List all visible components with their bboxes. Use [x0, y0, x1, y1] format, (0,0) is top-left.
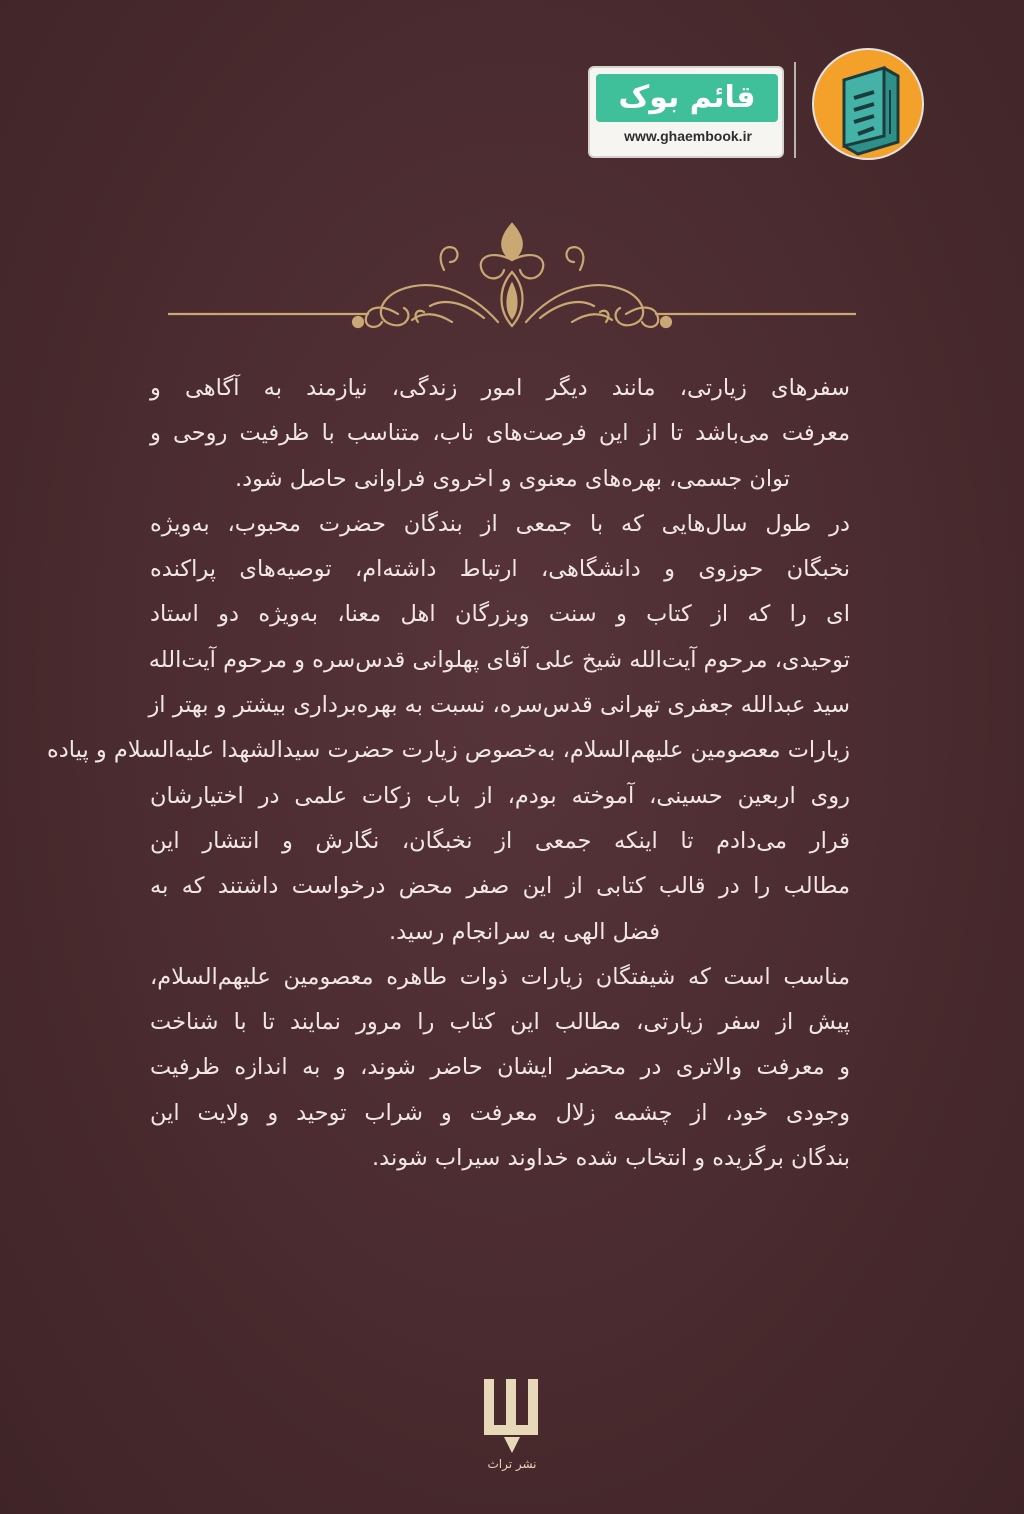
text-line-18: بندگان برگزیده و انتخاب شده خداوند سیراب شوند.	[372, 1145, 850, 1172]
text-line-9: زیارات معصومین علیهم‌السلام، به‌خصوص زیارت حضرت سیدالشهدا علیه‌السلام و پیاده	[47, 737, 850, 764]
badge-divider	[794, 62, 796, 158]
book-logo-icon	[812, 48, 924, 160]
text-line-7: توحیدی، مرحوم آیت‌الله شیخ علی آقای پهلوانی قدس‌سره و مرحوم آیت‌الله	[148, 646, 850, 673]
text-line-12: مطالب را در قالب کتابی از این صفر محض درخواست داشتند که به	[150, 873, 850, 900]
text-line-1: سفرهای زیارتی، مانند دیگر امور زندگی، نیازمند به آگاهی و	[150, 375, 850, 401]
description-text	[47, 366, 850, 1181]
text-line-17: وجودی خود، از چشمه زلال معرفت و شراب توحید و ولایت این	[150, 1099, 850, 1126]
floral-ornament-icon	[168, 218, 856, 338]
brand-box	[588, 66, 784, 158]
text-line-6: ای را که از کتاب و سنت وبزرگان اهل معنا، به‌ویژه دو استاد	[150, 601, 850, 628]
text-line-2: معرفت می‌باشد تا از این فرصت‌های ناب، متناسب با ظرفیت روحی و	[150, 420, 850, 447]
brand-url[interactable]: www.ghaembook.ir	[624, 128, 752, 144]
brand-name: قائم بوک	[596, 74, 778, 122]
text-line-11: قرار می‌دادم تا اینکه جمعی از نخبگان، نگارش و انتشار این	[150, 827, 850, 854]
watermark-badge[interactable]	[588, 48, 928, 166]
text-line-16: و معرفت والاتری در محضر ایشان حاضر شوند، و به اندازه ظرفیت	[150, 1054, 850, 1081]
text-line-3: توان جسمی، بهره‌های معنوی و اخروی فراوانی حاصل شود.	[234, 465, 790, 492]
text-line-5: نخبگان حوزوی و دانشگاهی، ارتباط داشته‌ام، توصیه‌های پراکنده	[150, 556, 850, 583]
publisher-logo-icon	[466, 1375, 558, 1455]
publisher-logo	[466, 1375, 558, 1481]
text-line-14: مناسب است که شیفتگان زیارات ذوات طاهره معصومین علیهم‌السلام،	[150, 963, 850, 990]
text-line-4: در طول سال‌هایی که با جمعی از بندگان حضرت محبوب، به‌ویژه	[150, 510, 850, 537]
text-line-10: روی اربعین حسینی، آموخته بودم، از باب زکات علمی در اختیارشان	[150, 782, 850, 809]
text-line-15: پیش از سفر زیارتی، مطالب این کتاب را مرور نمایند تا با شناخت	[150, 1009, 850, 1036]
publisher-name: نشر تراث	[487, 1457, 537, 1471]
text-line-8: سید عبدالله جعفری تهرانی قدس‌سره، نسبت به بهره‌برداری بیشتر و بهتر از	[148, 692, 850, 719]
text-line-13: فضل الهی به سرانجام رسید.	[388, 918, 660, 945]
